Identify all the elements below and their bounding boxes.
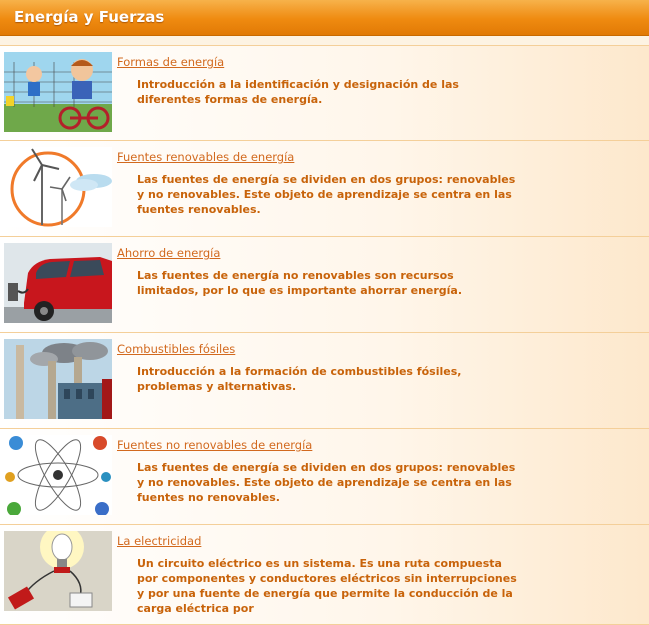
description-la-electricidad: Un circuito eléctrico es un sistema. Es una ruta compuesta por componentes y conductores eléctricos sin interrupciones y por una fuente de energía que permite la conducción de la carga eléctrica por: [137, 557, 517, 615]
list-item-combustibles-fosiles: [0, 333, 649, 429]
link-formas-de-energia[interactable]: Formas de energía: [117, 55, 225, 69]
description-formas-de-energia: Introducción a la identificación y designación de las diferentes formas de energía.: [137, 78, 459, 106]
link-la-electricidad[interactable]: La electricidad: [117, 534, 202, 548]
list-item-fuentes-renovables: [0, 141, 649, 237]
app-header: [0, 0, 649, 36]
thumbnail-red-car[interactable]: [4, 243, 112, 323]
light-bulb-circuit-image: [4, 531, 112, 611]
atom-diagram-image: [4, 435, 112, 515]
description-fuentes-no-renovables: Las fuentes de energía se dividen en dos grupos: renovables y no renovables. Este objeto de aprendizaje se centra en las fuentes no renovables.: [137, 461, 516, 504]
description-combustibles-fosiles: Introducción a la formación de combustibles fósiles, problemas y alternativas.: [137, 365, 462, 393]
thumbnail-boy-bicycle[interactable]: [4, 52, 112, 132]
topic-list: [0, 45, 649, 625]
list-item-ahorro-de-energia: [0, 237, 649, 333]
factory-smokestacks-image: [4, 339, 112, 419]
page-title: Energía y Fuerzas: [14, 8, 165, 26]
link-fuentes-renovables[interactable]: Fuentes renovables de energía: [117, 150, 295, 164]
thumbnail-factory[interactable]: [4, 339, 112, 419]
list-item-la-electricidad: [0, 525, 649, 625]
thumbnail-atom[interactable]: [4, 435, 112, 515]
wind-turbines-image: [4, 147, 112, 227]
list-item-fuentes-no-renovables: [0, 429, 649, 525]
thumbnail-wind-turbines[interactable]: [4, 147, 112, 227]
link-combustibles-fosiles[interactable]: Combustibles fósiles: [117, 342, 236, 356]
description-fuentes-renovables: Las fuentes de energía se dividen en dos grupos: renovables y no renovables. Este objeto de aprendizaje se centra en las fuentes renovables.: [137, 173, 516, 216]
boy-bicycle-image: [4, 52, 112, 132]
link-fuentes-no-renovables[interactable]: Fuentes no renovables de energía: [117, 438, 313, 452]
thumbnail-light-bulb[interactable]: [4, 531, 112, 611]
description-ahorro-de-energia: Las fuentes de energía no renovables son recursos limitados, por lo que es importante ahorrar energía.: [137, 269, 463, 297]
red-car-image: [4, 243, 112, 323]
list-item-formas-de-energia: [0, 45, 649, 141]
link-ahorro-de-energia[interactable]: Ahorro de energía: [117, 246, 221, 260]
